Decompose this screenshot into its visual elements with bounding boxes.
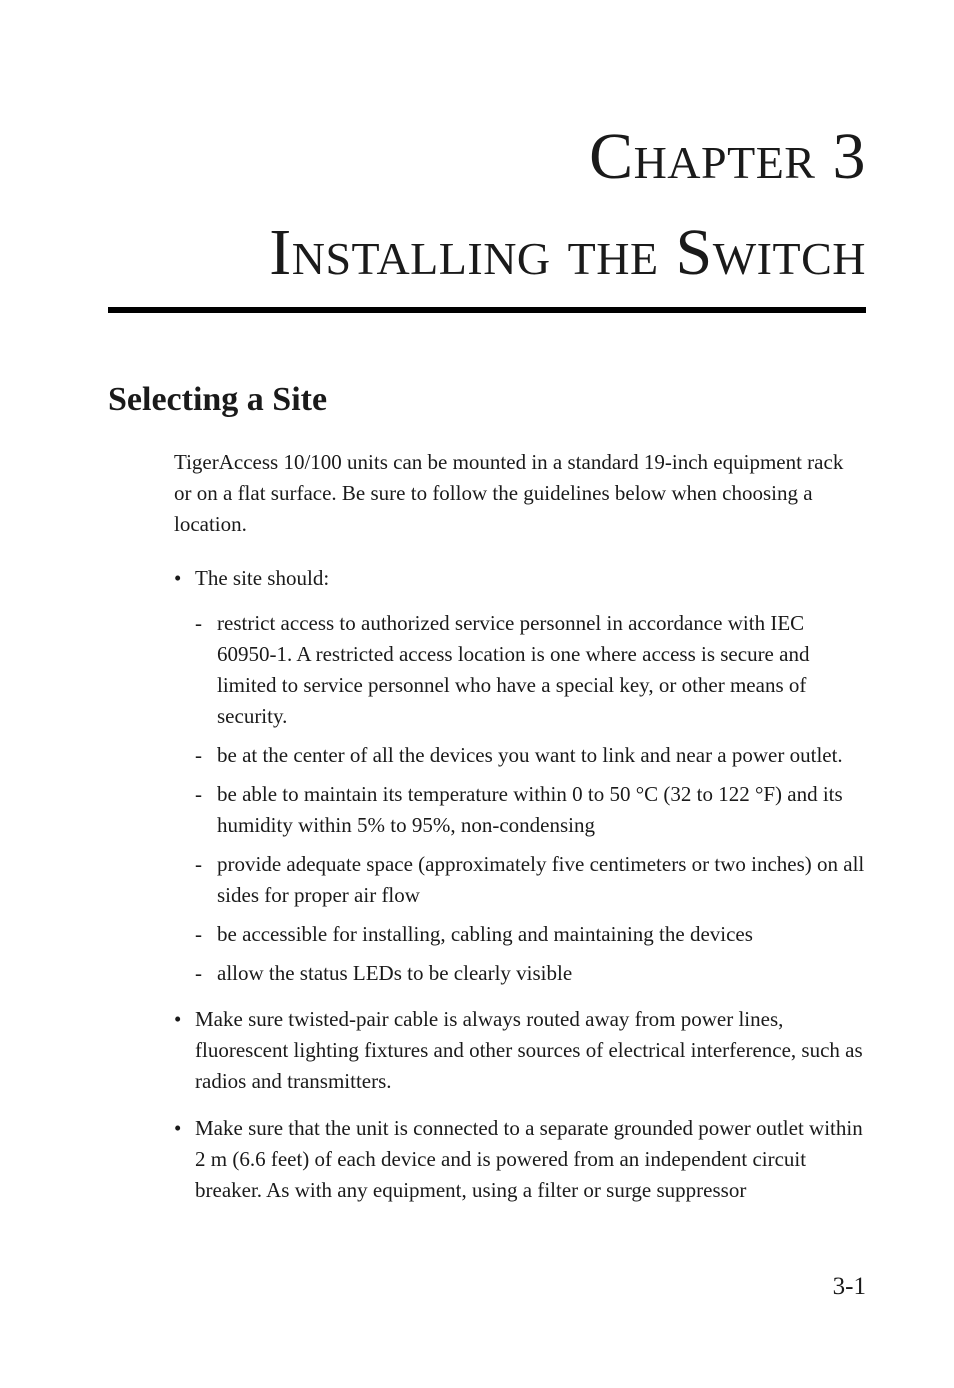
bullet-text: The site should:	[195, 566, 330, 590]
chapter-number: Chapter 3	[589, 120, 866, 193]
bullet-item	[174, 563, 866, 989]
page-number: 3-1	[832, 1273, 866, 1300]
sub-list-item	[195, 849, 866, 911]
dash-marker: -	[195, 611, 202, 635]
intro-paragraph: TigerAccess 10/100 units can be mounted in a standard 19-inch equipment rack or on a flat surface. Be sure to follow the guidelines below when choosing a location.	[174, 450, 844, 536]
sub-list-item	[195, 740, 866, 771]
sub-list-item	[195, 779, 866, 841]
sub-list-item	[195, 608, 866, 732]
bullet-marker: •	[174, 566, 182, 590]
section-heading: Selecting a Site	[108, 381, 328, 418]
sub-list-text: be accessible for installing, cabling and maintaining the devices	[217, 922, 753, 946]
dash-marker: -	[195, 922, 202, 946]
sub-list-text: be able to maintain its temperature within 0 to 50 °C (32 to 122 °F) and its humidity within 5% to 95%, non-condensing	[217, 782, 843, 837]
sub-list-item	[195, 919, 866, 950]
chapter-title: Installing the Switch	[269, 216, 866, 289]
dash-marker: -	[195, 782, 202, 806]
bullet-item	[174, 1113, 866, 1206]
site-requirements-list	[195, 608, 866, 989]
chapter-divider	[108, 307, 866, 313]
section-body	[174, 447, 866, 1206]
sub-list-text: be at the center of all the devices you want to link and near a power outlet.	[217, 743, 843, 767]
dash-marker: -	[195, 743, 202, 767]
sub-list-item	[195, 958, 866, 989]
bullet-marker: •	[174, 1116, 182, 1140]
sub-list-text: provide adequate space (approximately five centimeters or two inches) on all sides for proper air flow	[217, 852, 865, 907]
sub-list-text: restrict access to authorized service personnel in accordance with IEC 60950-1. A restricted access location is one where access is secure and limited to service personnel who have a special key, or other means of security.	[217, 611, 810, 728]
dash-marker: -	[195, 852, 202, 876]
bullet-item	[174, 1004, 866, 1097]
bullet-text: Make sure twisted-pair cable is always routed away from power lines, fluorescent lighting fixtures and other sources of electrical interference, such as radios and transmitters.	[195, 1007, 863, 1093]
dash-marker: -	[195, 961, 202, 985]
bullet-text: Make sure that the unit is connected to a separate grounded power outlet within 2 m (6.6 feet) of each device and is powered from an independent circuit breaker. As with any equipment, using a filter or surge suppressor	[195, 1116, 863, 1202]
sub-list-text: allow the status LEDs to be clearly visible	[217, 961, 573, 985]
bullet-marker: •	[174, 1007, 182, 1031]
